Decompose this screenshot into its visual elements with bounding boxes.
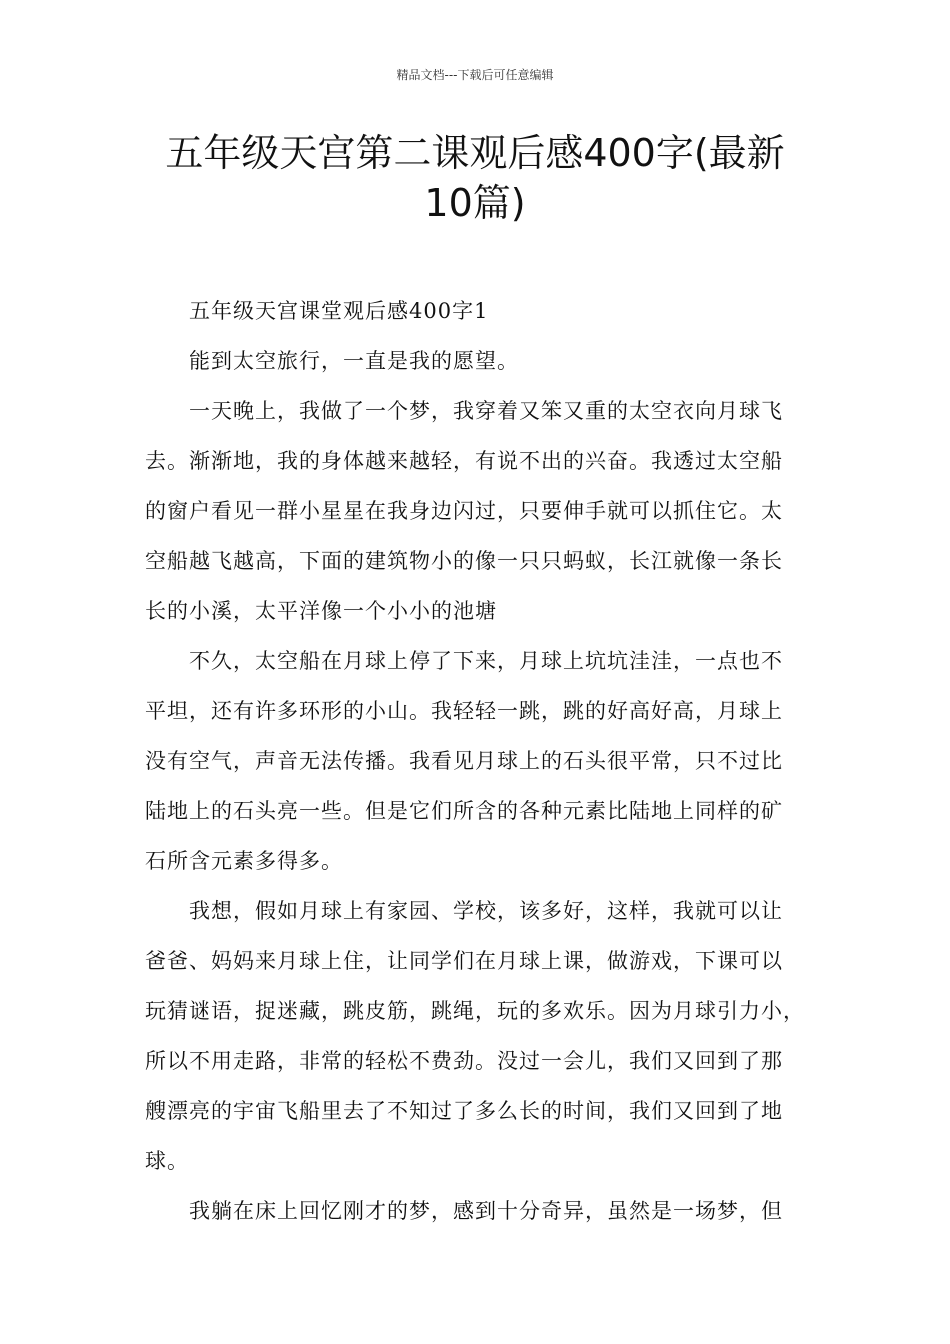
- paragraph-line: 不久，太空船在月球上停了下来，月球上坑坑洼洼，一点也不: [189, 649, 783, 673]
- paragraph-line: 没有空气，声音无法传播。我看见月球上的石头很平常，只不过比: [145, 749, 783, 773]
- paragraph-line: 长的小溪，太平洋像一个小小的池塘: [145, 599, 497, 623]
- paragraph-line: 能到太空旅行，一直是我的愿望。: [189, 349, 519, 373]
- paragraph-line: 空船越飞越高，下面的建筑物小的像一只只蚂蚁，长江就像一条长: [145, 549, 783, 573]
- paragraph-line: 石所含元素多得多。: [145, 849, 343, 873]
- paragraph-1: [145, 336, 809, 386]
- paragraph-line: 平坦，还有许多环形的小山。我轻轻一跳，跳的好高好高，月球上: [145, 699, 783, 723]
- page-header: 精品文档---下载后可任意编辑: [396, 68, 554, 82]
- article-subtitle: [145, 286, 809, 336]
- title-line-1: 五年级天宫第二课观后感400字(最新: [165, 131, 785, 175]
- subtitle-text: 五年级天宫课堂观后感400字1: [189, 299, 489, 323]
- paragraph-line: 去。渐渐地，我的身体越来越轻，有说不出的兴奋。我透过太空船: [145, 449, 783, 473]
- paragraph-5: [145, 1186, 809, 1236]
- paragraph-4: [145, 886, 809, 1186]
- paragraph-line: 我想，假如月球上有家园、学校，该多好，这样，我就可以让: [189, 899, 783, 923]
- article-body: [145, 286, 809, 1236]
- paragraph-line: 的窗户看见一群小星星在我身边闪过，只要伸手就可以抓住它。太: [145, 499, 783, 523]
- paragraph-3: [145, 636, 809, 886]
- document-title: [140, 128, 810, 228]
- paragraph-line: 艘漂亮的宇宙飞船里去了不知过了多么长的时间，我们又回到了地: [145, 1099, 783, 1123]
- paragraph-line: 所以不用走路，非常的轻松不费劲。没过一会儿，我们又回到了那: [145, 1049, 783, 1073]
- paragraph-2: [145, 386, 809, 636]
- paragraph-line: 一天晚上，我做了一个梦，我穿着又笨又重的太空衣向月球飞: [189, 399, 783, 423]
- paragraph-line: 球。: [145, 1149, 189, 1173]
- paragraph-line: 我躺在床上回忆刚才的梦，感到十分奇异，虽然是一场梦，但: [189, 1199, 783, 1223]
- title-line-2: 10篇): [424, 181, 526, 225]
- paragraph-line: 玩猜谜语，捉迷藏，跳皮筋，跳绳，玩的多欢乐。因为月球引力小，: [145, 999, 805, 1023]
- paragraph-line: 爸爸、妈妈来月球上住，让同学们在月球上课，做游戏，下课可以: [145, 949, 783, 973]
- paragraph-line: 陆地上的石头亮一些。但是它们所含的各种元素比陆地上同样的矿: [145, 799, 783, 823]
